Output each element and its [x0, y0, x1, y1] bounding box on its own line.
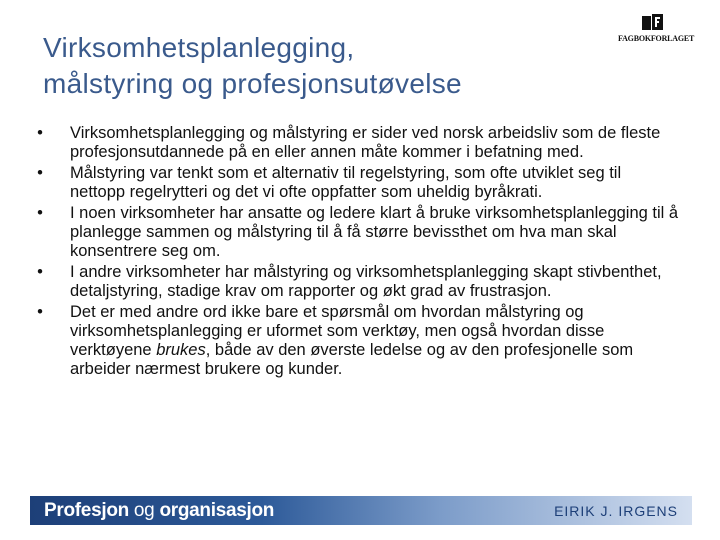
book-title-part-3: organisasjon — [159, 500, 275, 521]
bullet-text-continued: , både av den øverste ledelse og av den profesjonelle som arbeider nærmest brukere og kunder. — [70, 341, 634, 378]
bullet-text: Målstyring var tenkt som et alternativ til regelstyring, som ofte utviklet seg til nettopp regelrytteri og det vi ofte oppfatter som uheldig byråkrati. — [70, 164, 622, 201]
book-title-part-2: og — [128, 500, 160, 521]
bullet-marker: • — [37, 303, 43, 321]
bullet-emphasis: brukes — [156, 341, 206, 359]
publisher-logo — [618, 14, 695, 50]
bullet-marker: • — [37, 164, 43, 182]
bullet-text: I andre virksomheter har målstyring og virksomhetsplanlegging skapt stivbenthet, detaljstyring, stadige krav om rapporter og økt grad av frustrasjon. — [70, 263, 662, 300]
title-line-2: målstyring og profesjonsutøvelse — [43, 68, 462, 99]
bullet-marker: • — [37, 263, 43, 281]
author-name: EIRIK J. IRGENS — [554, 503, 678, 519]
book-logo-icon — [642, 14, 664, 31]
bullet-item — [30, 164, 680, 202]
bullet-item — [30, 124, 680, 162]
footer-bar — [30, 496, 692, 525]
bullet-list — [30, 124, 680, 381]
book-title — [44, 500, 274, 522]
bullet-text: Det er med andre ord ikke bare et spørsmål om hvordan målstyring og virksomhetsplanlegging er uformet som verktøy, men også hvordan disse verktøyene — [70, 303, 605, 359]
slide-title — [43, 30, 603, 102]
bullet-marker: • — [37, 124, 43, 142]
bullet-item — [30, 263, 680, 301]
publisher-logo-text: FAGBOKFORLAGET — [618, 34, 695, 43]
bullet-item — [30, 303, 680, 379]
bullet-item — [30, 204, 680, 261]
bullet-text: Virksomhetsplanlegging og målstyring er sider ved norsk arbeidsliv som de fleste profesjonsutdannede på en eller annen måte kommer i befatning med. — [70, 124, 661, 161]
bullet-marker: • — [37, 204, 43, 222]
bullet-text: I noen virksomheter har ansatte og ledere klart å bruke virksomhetsplanlegging til å planlegge sammen og målstyring til å få større bevissthet om hva man skal konsentrere seg om. — [70, 204, 679, 260]
book-title-part-1: Profesjon — [44, 500, 129, 521]
title-line-1: Virksomhetsplanlegging, — [43, 32, 355, 63]
